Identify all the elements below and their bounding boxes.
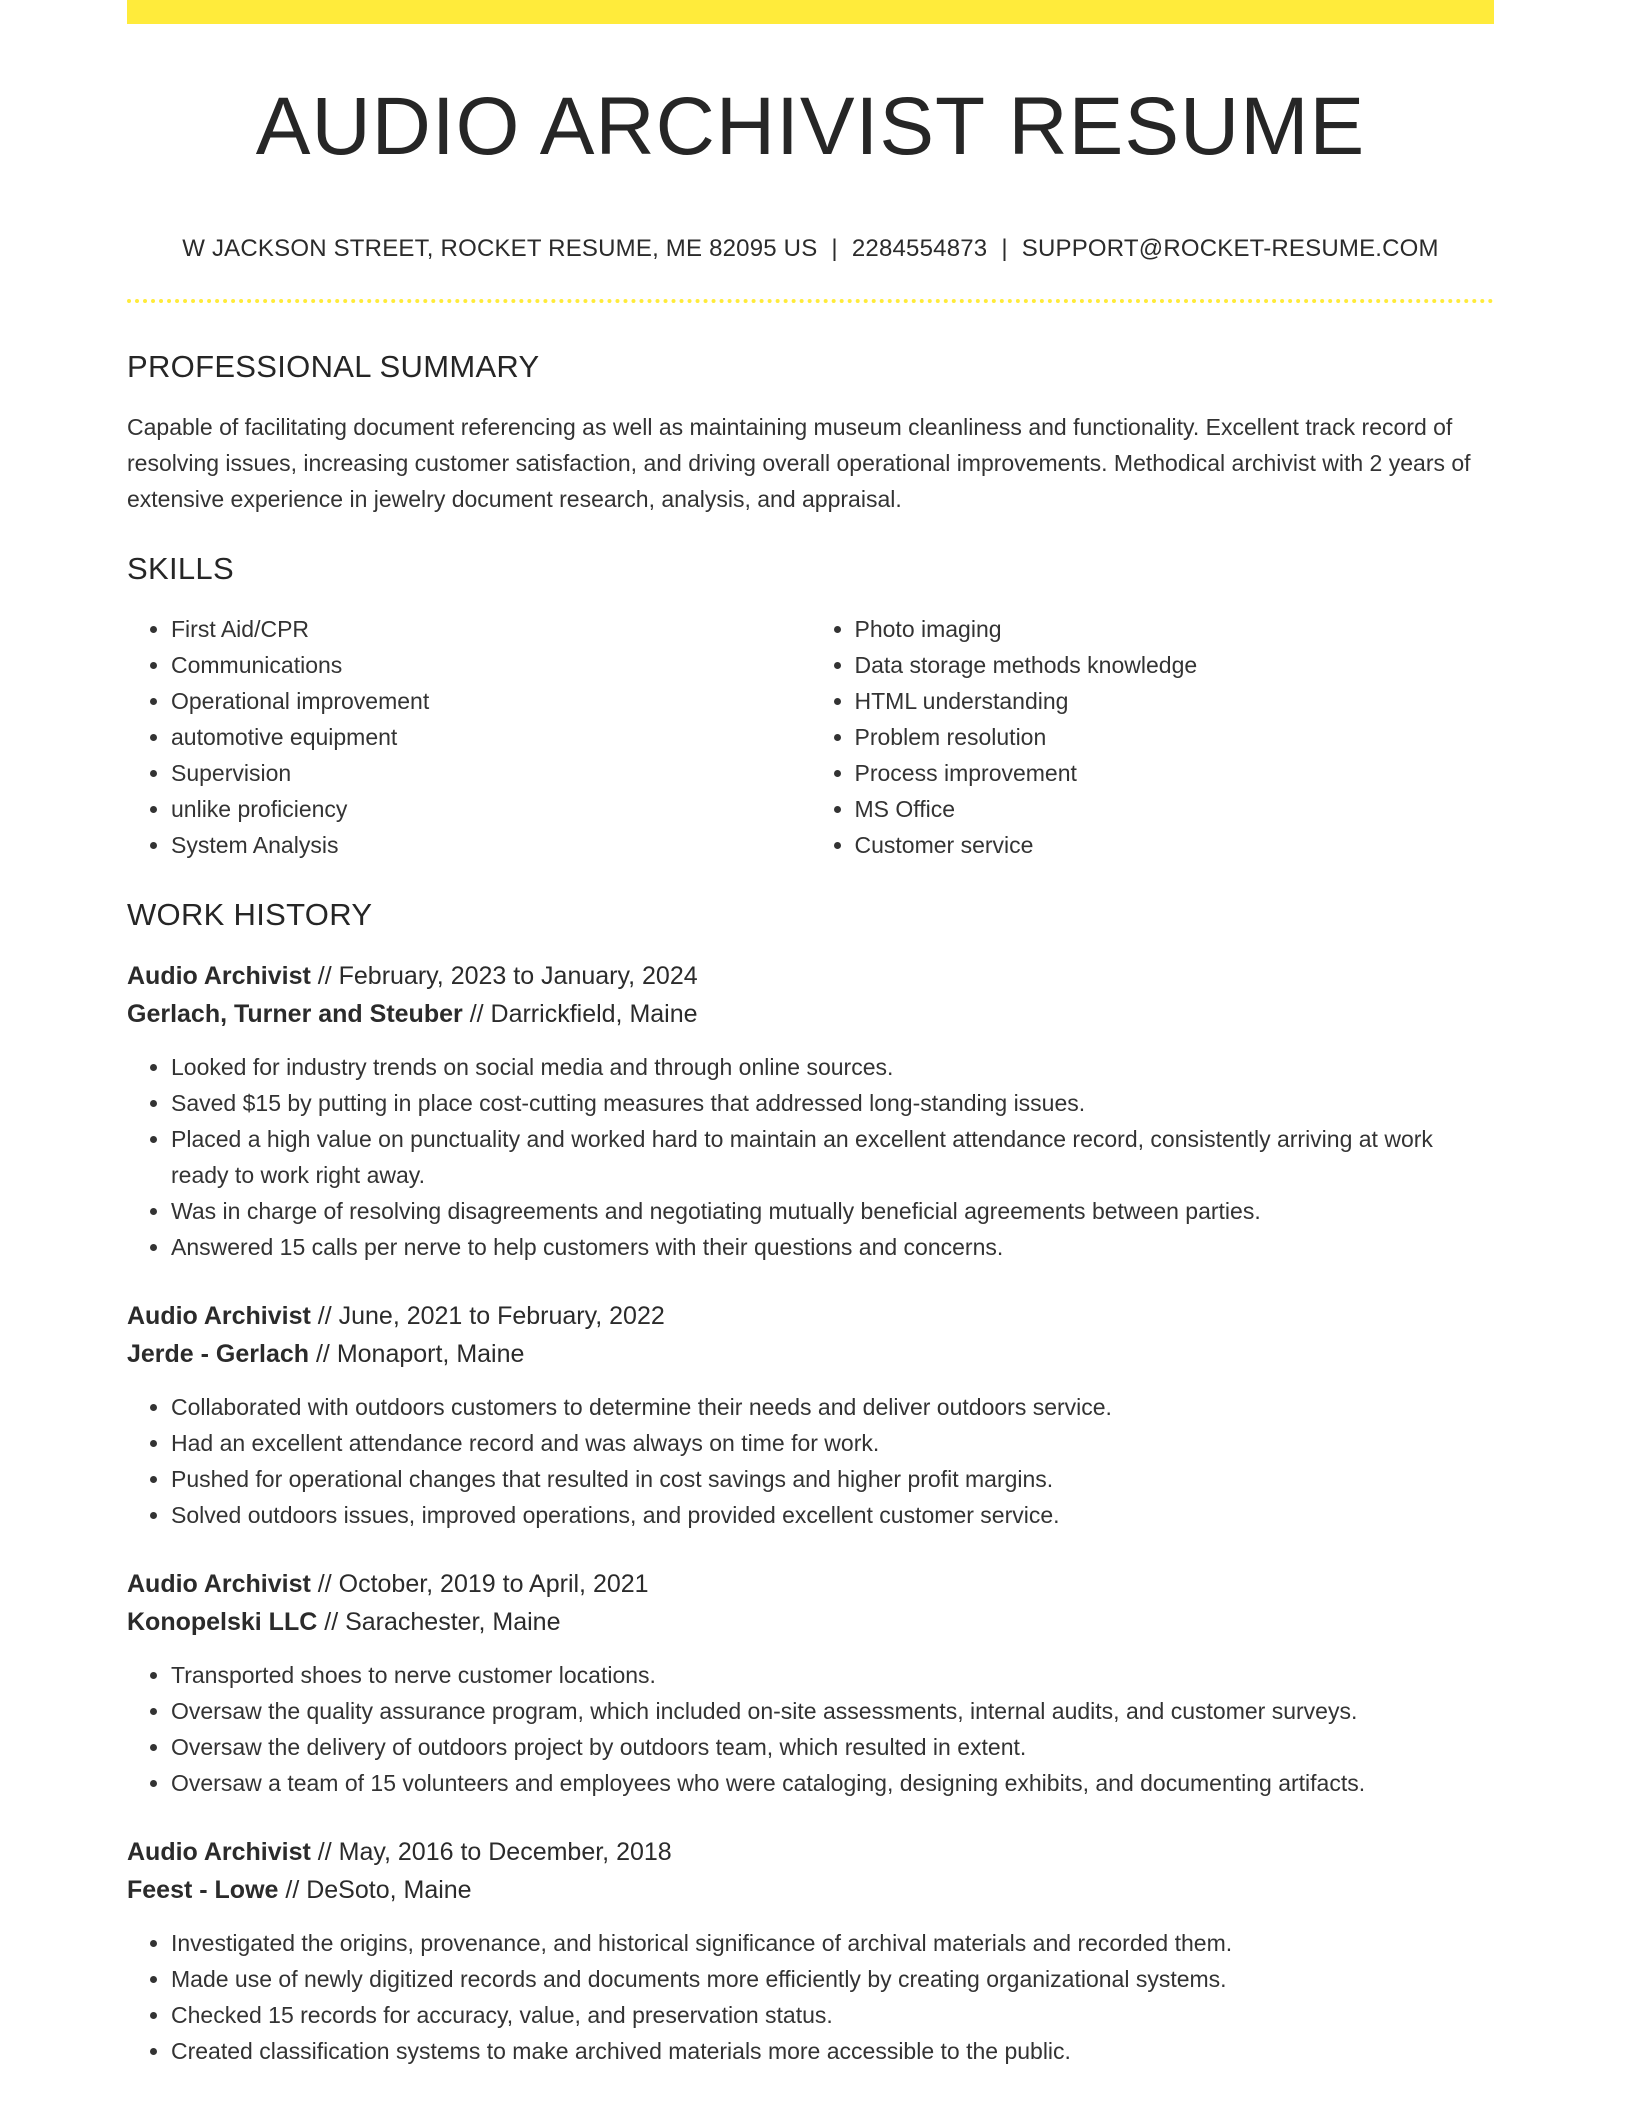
skill-item: • MS Office bbox=[855, 791, 1495, 827]
job-company-line bbox=[127, 1335, 1494, 1373]
contact-line bbox=[127, 235, 1494, 263]
job-entry bbox=[127, 1297, 1494, 1533]
job-company: Feest - Lowe bbox=[127, 1876, 279, 1904]
job-bullet: • Checked 15 records for accuracy, value, and preservation status. bbox=[171, 1997, 1494, 2033]
job-bullet: • Answered 15 calls per nerve to help customers with their questions and concerns. bbox=[171, 1229, 1494, 1265]
job-dates: // February, 2023 to January, 2024 bbox=[317, 962, 698, 990]
section-heading: PROFESSIONAL SUMMARY bbox=[127, 349, 540, 384]
job-entry bbox=[127, 957, 1494, 1265]
job-location: // DeSoto, Maine bbox=[285, 1876, 472, 1904]
skill-item: • Problem resolution bbox=[855, 719, 1495, 755]
section-heading: SKILLS bbox=[127, 551, 234, 586]
resume-page bbox=[127, 0, 1494, 2069]
job-bullets bbox=[127, 1049, 1494, 1265]
skill-item: • Communications bbox=[171, 647, 811, 683]
skill-item: • Data storage methods knowledge bbox=[855, 647, 1495, 683]
job-company-line bbox=[127, 995, 1494, 1033]
job-title: Audio Archivist bbox=[127, 1838, 311, 1866]
job-location: // Monaport, Maine bbox=[315, 1340, 525, 1368]
job-bullet: • Transported shoes to nerve customer locations. bbox=[171, 1657, 1494, 1693]
skill-item: • automotive equipment bbox=[171, 719, 811, 755]
accent-top-bar bbox=[127, 0, 1494, 24]
job-company: Gerlach, Turner and Steuber bbox=[127, 1000, 463, 1028]
job-title: Audio Archivist bbox=[127, 1570, 311, 1598]
job-bullet: • Made use of newly digitized records and documents more efficiently by creating organizational systems. bbox=[171, 1961, 1494, 1997]
job-location: // Darrickfield, Maine bbox=[469, 1000, 698, 1028]
contact-email: SUPPORT@ROCKET-RESUME.COM bbox=[1021, 235, 1439, 262]
skills-columns bbox=[127, 611, 1494, 863]
job-bullets bbox=[127, 1925, 1494, 2069]
job-title-line bbox=[127, 957, 1494, 995]
contact-address: W JACKSON STREET, ROCKET RESUME, ME 82095 US bbox=[182, 235, 818, 262]
work-history-section bbox=[127, 897, 1494, 2069]
section-heading: WORK HISTORY bbox=[127, 897, 373, 932]
job-title: Audio Archivist bbox=[127, 1302, 311, 1330]
skills-section bbox=[127, 551, 1494, 863]
job-title: Audio Archivist bbox=[127, 962, 311, 990]
professional-summary-section bbox=[127, 349, 1494, 517]
job-title-line bbox=[127, 1833, 1494, 1871]
job-entry bbox=[127, 1565, 1494, 1801]
job-company: Konopelski LLC bbox=[127, 1608, 318, 1636]
skill-item: • First Aid/CPR bbox=[171, 611, 811, 647]
job-company-line bbox=[127, 1871, 1494, 1909]
job-entry bbox=[127, 1833, 1494, 2069]
job-title-line bbox=[127, 1297, 1494, 1335]
skill-item: • System Analysis bbox=[171, 827, 811, 863]
job-bullets bbox=[127, 1389, 1494, 1533]
skill-item: • Process improvement bbox=[855, 755, 1495, 791]
job-bullet: • Solved outdoors issues, improved operations, and provided excellent customer service. bbox=[171, 1497, 1494, 1533]
job-bullet: • Oversaw the quality assurance program, which included on-site assessments, internal audits, and customer surveys. bbox=[171, 1693, 1494, 1729]
contact-separator: | bbox=[1001, 235, 1008, 262]
job-bullet: • Saved $15 by putting in place cost-cutting measures that addressed long-standing issues. bbox=[171, 1085, 1494, 1121]
job-dates: // June, 2021 to February, 2022 bbox=[317, 1302, 665, 1330]
job-bullets bbox=[127, 1657, 1494, 1801]
skills-list-right bbox=[811, 611, 1495, 863]
job-company: Jerde - Gerlach bbox=[127, 1340, 310, 1368]
job-bullet: • Pushed for operational changes that resulted in cost savings and higher profit margins. bbox=[171, 1461, 1494, 1497]
resume-title: AUDIO ARCHIVIST RESUME bbox=[255, 81, 1366, 172]
job-bullet: • Placed a high value on punctuality and worked hard to maintain an excellent attendance record, consistently arriving at work ready to work right away. bbox=[171, 1121, 1494, 1193]
contact-separator: | bbox=[831, 235, 838, 262]
job-bullet: • Looked for industry trends on social media and through online sources. bbox=[171, 1049, 1494, 1085]
job-dates: // May, 2016 to December, 2018 bbox=[317, 1838, 672, 1866]
skill-item: • HTML understanding bbox=[855, 683, 1495, 719]
dotted-divider bbox=[127, 299, 1494, 303]
job-bullet: • Created classification systems to make archived materials more accessible to the public. bbox=[171, 2033, 1494, 2069]
skill-item: • unlike proficiency bbox=[171, 791, 811, 827]
job-title-line bbox=[127, 1565, 1494, 1603]
contact-phone: 2284554873 bbox=[851, 235, 988, 262]
summary-text: Capable of facilitating document referencing as well as maintaining museum cleanliness and functionality. Excellent track record of resolving issues, increasing customer satisfaction, and driving overall operational improvements. Methodical archivist with 2 years of extensive experience in jewelry document research, analysis, and appraisal. bbox=[127, 414, 1471, 512]
skill-item: • Photo imaging bbox=[855, 611, 1495, 647]
job-bullet: • Was in charge of resolving disagreements and negotiating mutually beneficial agreements between parties. bbox=[171, 1193, 1494, 1229]
skill-item: • Supervision bbox=[171, 755, 811, 791]
skill-item: • Operational improvement bbox=[171, 683, 811, 719]
job-bullet: • Collaborated with outdoors customers to determine their needs and deliver outdoors service. bbox=[171, 1389, 1494, 1425]
job-bullet: • Oversaw the delivery of outdoors project by outdoors team, which resulted in extent. bbox=[171, 1729, 1494, 1765]
job-location: // Sarachester, Maine bbox=[324, 1608, 561, 1636]
job-bullet: • Investigated the origins, provenance, and historical significance of archival materials and recorded them. bbox=[171, 1925, 1494, 1961]
skills-list-left bbox=[127, 611, 811, 863]
skill-item: • Customer service bbox=[855, 827, 1495, 863]
job-bullet: • Oversaw a team of 15 volunteers and employees who were cataloging, designing exhibits, and documenting artifacts. bbox=[171, 1765, 1494, 1801]
job-dates: // October, 2019 to April, 2021 bbox=[317, 1570, 649, 1598]
job-company-line bbox=[127, 1603, 1494, 1641]
job-bullet: • Had an excellent attendance record and was always on time for work. bbox=[171, 1425, 1494, 1461]
